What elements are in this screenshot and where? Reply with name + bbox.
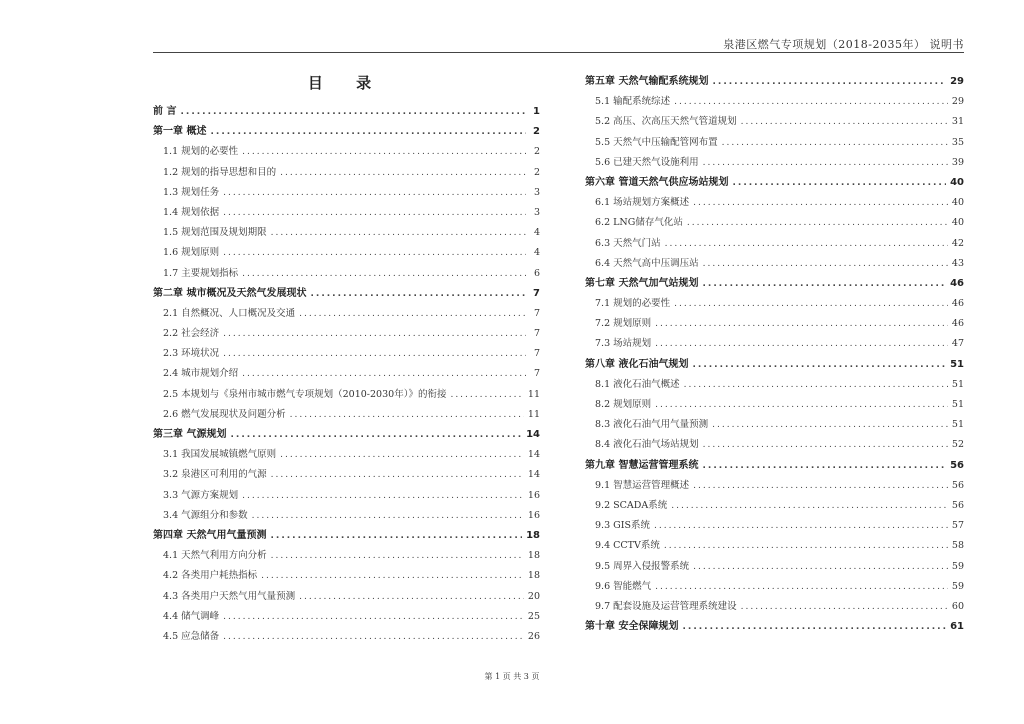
toc-entry-section[interactable]	[585, 597, 964, 617]
toc-entry-title: 1.4 规划依据	[163, 206, 220, 218]
toc-entry-title: 5.1 输配系统综述	[595, 96, 671, 108]
toc-entry-section[interactable]	[153, 566, 540, 586]
toc-dot-leader	[674, 294, 948, 314]
toc-entry-title: 3.1 我国发展城镇燃气原则	[163, 449, 277, 461]
toc-dot-leader	[271, 223, 526, 243]
toc-dot-leader	[223, 607, 524, 627]
toc-entry-page: 51	[951, 378, 964, 390]
toc-entry-title: 9.3 GIS系统	[595, 520, 650, 532]
toc-entry-page: 1	[533, 106, 540, 117]
toc-dot-leader	[655, 577, 948, 597]
toc-dot-leader	[310, 284, 526, 304]
toc-entry-title: 4.2 各类用户耗热指标	[163, 570, 258, 582]
toc-dot-leader	[242, 264, 526, 284]
toc-entry-page: 46	[951, 298, 964, 310]
toc-dot-leader	[732, 173, 946, 193]
toc-dot-leader	[703, 153, 948, 173]
toc-dot-leader	[682, 617, 946, 637]
toc-dot-leader	[684, 375, 948, 395]
toc-entry-section[interactable]	[585, 92, 964, 112]
toc-entry-page: 46	[950, 277, 964, 289]
toc-entry-page: 18	[527, 570, 540, 582]
toc-dot-leader	[654, 516, 948, 536]
toc-entry-title: 第七章 天然气加气站规划	[585, 277, 699, 289]
toc-entry-chapter[interactable]	[585, 72, 964, 92]
header-divider	[153, 52, 964, 53]
toc-dot-leader	[242, 142, 526, 162]
toc-entry-section[interactable]	[585, 213, 964, 233]
toc-entry-page: 4	[533, 247, 540, 259]
toc-entry-page: 16	[527, 509, 540, 521]
toc-entry-page: 2	[533, 166, 540, 178]
page-footer: 第 1 页 共 3 页	[484, 672, 540, 681]
toc-entry-title: 1.5 规划范围及规划期限	[163, 227, 267, 239]
toc-dot-leader	[703, 435, 948, 455]
toc-entry-title: 第五章 天然气输配系统规划	[585, 76, 709, 87]
toc-dot-leader	[702, 274, 946, 294]
toc-entry-title: 8.2 规划原则	[595, 399, 652, 410]
toc-dot-leader	[223, 243, 526, 263]
toc-entry-page: 51	[951, 399, 964, 410]
toc-entry-section[interactable]	[585, 496, 964, 516]
toc-entry-page: 58	[951, 540, 964, 552]
toc-entry-page: 31	[951, 116, 964, 128]
toc-entry-page: 61	[950, 621, 964, 633]
toc-entry-section[interactable]	[585, 193, 964, 213]
toc-entry-title: 第四章 天然气用气量预测	[153, 529, 267, 541]
toc-dot-leader	[299, 304, 526, 324]
toc-entry-title: 前 言	[153, 106, 177, 117]
toc-entry-title: 2.2 社会经济	[163, 328, 220, 340]
toc-entry-section[interactable]	[585, 314, 964, 334]
toc-entry-chapter[interactable]	[585, 456, 964, 476]
toc-entry-page: 7	[533, 287, 540, 299]
toc-entry-section[interactable]	[153, 364, 540, 384]
toc-dot-leader	[280, 445, 524, 465]
toc-entry-page: 51	[950, 358, 964, 370]
toc-dot-leader	[693, 476, 948, 496]
toc-dot-leader	[242, 364, 526, 384]
toc-entry-title: 2.3 环境状况	[163, 348, 220, 360]
toc-entry-page: 11	[527, 388, 540, 400]
toc-dot-leader	[693, 557, 948, 577]
toc-entry-page: 29	[950, 76, 964, 87]
toc-entry-section[interactable]	[153, 587, 540, 607]
toc-entry-title: 4.4 储气调峰	[163, 610, 220, 622]
toc-entry-section[interactable]	[153, 546, 540, 566]
toc-entry-page: 14	[527, 449, 540, 461]
toc-entry-page: 56	[951, 499, 964, 511]
toc-entry-chapter[interactable]	[153, 284, 540, 304]
toc-entry-page: 7	[533, 307, 540, 319]
toc-entry-section[interactable]	[153, 607, 540, 627]
toc-entry-section[interactable]	[585, 334, 964, 354]
toc-entry-section[interactable]	[153, 486, 540, 506]
toc-right-list	[585, 72, 964, 637]
toc-entry-section[interactable]	[585, 395, 964, 415]
toc-entry-chapter[interactable]	[585, 274, 964, 294]
toc-dot-leader	[655, 334, 948, 354]
toc-entry-page: 57	[951, 520, 964, 532]
toc-entry-title: 3.2 泉港区可利用的气源	[163, 469, 267, 481]
toc-entry-title: 4.3 各类用户天然气用气量预测	[163, 590, 296, 602]
toc-right-column	[585, 72, 964, 637]
toc-entry-section[interactable]	[153, 163, 540, 183]
toc-entry-title: 9.2 SCADA系统	[595, 499, 668, 511]
toc-entry-title: 9.7 配套设施及运营管理系统建设	[595, 600, 737, 612]
toc-dot-leader	[280, 163, 526, 183]
toc-entry-title: 4.5 应急储备	[163, 630, 220, 642]
toc-entry-title: 第十章 安全保障规划	[585, 621, 679, 633]
toc-entry-title: 7.1 规划的必要性	[595, 298, 671, 310]
toc-entry-page: 39	[951, 156, 964, 168]
toc-entry-title: 3.3 气源方案规划	[163, 489, 239, 501]
toc-entry-chapter[interactable]	[153, 526, 540, 546]
toc-entry-section[interactable]	[585, 294, 964, 314]
toc-entry-title: 5.6 已建天然气设施利用	[595, 156, 699, 168]
toc-entry-chapter[interactable]	[585, 617, 964, 637]
toc-entry-section[interactable]	[153, 627, 540, 647]
toc-entry-title: 第二章 城市概况及天然气发展现状	[153, 287, 307, 299]
toc-entry-page: 6	[533, 267, 540, 279]
toc-entry-page: 18	[526, 529, 540, 541]
toc-dot-leader	[223, 324, 526, 344]
toc-entry-title: 6.3 天然气门站	[595, 237, 661, 249]
toc-entry-section[interactable]	[153, 203, 540, 223]
toc-entry-page: 51	[951, 419, 964, 431]
toc-dot-leader	[712, 72, 946, 92]
toc-dot-leader	[702, 456, 946, 476]
toc-entry-title: 4.1 天然气利用方向分析	[163, 550, 267, 562]
toc-entry-page: 59	[951, 560, 964, 572]
toc-entry-section[interactable]	[585, 254, 964, 274]
toc-dot-leader	[180, 102, 526, 122]
toc-entry-title: 1.3 规划任务	[163, 186, 220, 198]
toc-dot-leader	[271, 465, 524, 485]
toc-dot-leader	[223, 627, 524, 647]
toc-dot-leader	[252, 506, 524, 526]
toc-entry-title: 2.1 自然概况、人口概况及交通	[163, 307, 296, 319]
toc-entry-title: 2.5 本规划与《泉州市城市燃气专项规划（2010-2030年）》的衔接	[163, 388, 447, 400]
toc-entry-chapter[interactable]	[585, 355, 964, 375]
toc-entry-section[interactable]	[153, 324, 540, 344]
toc-entry-page: 3	[533, 206, 540, 218]
toc-dot-leader	[692, 355, 946, 375]
toc-entry-title: 1.2 规划的指导思想和目的	[163, 166, 277, 178]
toc-entry-page: 7	[533, 348, 540, 360]
toc-entry-section[interactable]	[153, 344, 540, 364]
toc-entry-chapter[interactable]	[153, 425, 540, 445]
toc-entry-title: 6.2 LNG储存气化站	[595, 217, 683, 229]
toc-entry-page: 25	[527, 610, 540, 622]
page-header: 泉港区燃气专项规划（2018-2035年） 说明书	[723, 38, 964, 51]
toc-entry-section[interactable]	[585, 435, 964, 455]
toc-entry-section[interactable]	[585, 112, 964, 132]
toc-entry-page: 26	[527, 630, 540, 642]
toc-entry-page: 16	[527, 489, 540, 501]
toc-entry-title: 5.5 天然气中压输配管网布置	[595, 136, 718, 148]
toc-dot-leader	[261, 566, 524, 586]
toc-dot-leader	[741, 597, 948, 617]
toc-entry-section[interactable]	[585, 234, 964, 254]
toc-entry-title: 2.6 燃气发展现状及问题分析	[163, 408, 286, 420]
toc-entry-chapter[interactable]	[585, 173, 964, 193]
toc-dot-leader	[270, 526, 522, 546]
toc-dot-leader	[230, 425, 522, 445]
toc-dot-leader	[271, 546, 524, 566]
toc-entry-section[interactable]	[153, 183, 540, 203]
toc-entry-section[interactable]	[585, 375, 964, 395]
toc-entry-section[interactable]	[153, 385, 540, 405]
toc-entry-title: 9.4 CCTV系统	[595, 540, 660, 552]
toc-entry-section[interactable]	[153, 465, 540, 485]
toc-entry-page: 56	[950, 459, 964, 471]
toc-dot-leader	[210, 122, 526, 142]
toc-dot-leader	[712, 415, 948, 435]
toc-entry-section[interactable]	[153, 506, 540, 526]
toc-entry-title: 9.1 智慧运营管理概述	[595, 479, 690, 491]
toc-entry-section[interactable]	[585, 133, 964, 153]
toc-dot-leader	[665, 234, 948, 254]
toc-entry-page: 7	[533, 368, 540, 380]
toc-dot-leader	[687, 213, 948, 233]
toc-entry-page: 3	[533, 186, 540, 198]
toc-dot-leader	[290, 405, 524, 425]
toc-entry-title: 5.2 高压、次高压天然气管道规划	[595, 116, 737, 128]
toc-entry-page: 40	[950, 176, 964, 188]
toc-entry-title: 1.7 主要规划指标	[163, 267, 239, 279]
toc-entry-title: 7.3 场站规划	[595, 338, 652, 350]
toc-entry-page: 35	[951, 136, 964, 148]
toc-dot-leader	[741, 112, 948, 132]
toc-entry-title: 第八章 液化石油气规划	[585, 358, 689, 370]
toc-dot-leader	[671, 496, 948, 516]
toc-entry-title: 1.6 规划原则	[163, 247, 220, 259]
toc-entry-title: 8.1 液化石油气概述	[595, 378, 680, 390]
toc-entry-title: 3.4 气源组分和参数	[163, 509, 248, 521]
toc-dot-leader	[450, 385, 523, 405]
toc-dot-leader	[223, 203, 526, 223]
toc-entry-page: 59	[951, 580, 964, 592]
toc-entry-chapter[interactable]	[153, 102, 540, 122]
toc-entry-page: 40	[951, 197, 964, 209]
toc-entry-page: 56	[951, 479, 964, 491]
toc-entry-page: 29	[951, 96, 964, 108]
toc-dot-leader	[655, 395, 948, 415]
toc-entry-page: 11	[527, 408, 540, 420]
toc-entry-title: 6.1 场站规划方案概述	[595, 197, 690, 209]
toc-entry-section[interactable]	[585, 516, 964, 536]
toc-dot-leader	[664, 536, 948, 556]
toc-entry-title: 第六章 管道天然气供应场站规划	[585, 176, 729, 188]
toc-left-list	[153, 102, 540, 647]
toc-entry-page: 46	[951, 318, 964, 330]
toc-entry-section[interactable]	[585, 557, 964, 577]
toc-title: 目 录	[307, 74, 386, 92]
toc-entry-section[interactable]	[585, 415, 964, 435]
toc-entry-section[interactable]	[585, 536, 964, 556]
toc-entry-page: 2	[533, 126, 540, 138]
toc-entry-title: 8.4 液化石油气场站规划	[595, 439, 699, 451]
toc-entry-title: 6.4 天然气高中压调压站	[595, 257, 699, 269]
toc-entry-section[interactable]	[153, 243, 540, 263]
toc-entry-section[interactable]	[585, 577, 964, 597]
toc-entry-page: 40	[951, 217, 964, 229]
toc-entry-page: 18	[527, 550, 540, 562]
toc-entry-page: 60	[951, 600, 964, 612]
toc-dot-leader	[722, 133, 948, 153]
toc-entry-title: 9.6 智能燃气	[595, 580, 652, 592]
toc-entry-section[interactable]	[153, 264, 540, 284]
toc-entry-page: 52	[951, 439, 964, 451]
toc-dot-leader	[703, 254, 948, 274]
toc-entry-title: 7.2 规划原则	[595, 318, 652, 330]
toc-entry-section[interactable]	[153, 445, 540, 465]
toc-entry-page: 43	[951, 257, 964, 269]
toc-entry-section[interactable]	[585, 153, 964, 173]
toc-dot-leader	[223, 183, 526, 203]
toc-entry-title: 8.3 液化石油气用气量预测	[595, 419, 709, 431]
toc-entry-page: 14	[526, 429, 540, 440]
toc-entry-title: 9.5 周界入侵报警系统	[595, 560, 690, 572]
toc-entry-section[interactable]	[153, 223, 540, 243]
toc-entry-page: 14	[527, 469, 540, 481]
toc-entry-title: 2.4 城市规划介绍	[163, 368, 239, 380]
toc-entry-page: 20	[527, 590, 540, 602]
toc-entry-page: 4	[533, 227, 540, 239]
toc-entry-chapter[interactable]	[153, 122, 540, 142]
toc-left-column	[153, 72, 540, 647]
toc-entry-page: 47	[951, 338, 964, 350]
toc-entry-page: 7	[533, 328, 540, 340]
toc-dot-leader	[299, 587, 524, 607]
toc-entry-title: 第一章 概述	[153, 126, 207, 138]
toc-entry-section[interactable]	[153, 142, 540, 162]
toc-entry-title: 1.1 规划的必要性	[163, 146, 239, 158]
toc-entry-title: 第三章 气源规划	[153, 429, 227, 440]
toc-entry-section[interactable]	[585, 476, 964, 496]
toc-dot-leader	[242, 486, 524, 506]
toc-entry-title: 第九章 智慧运营管理系统	[585, 459, 699, 471]
toc-dot-leader	[223, 344, 526, 364]
toc-entry-section[interactable]	[153, 405, 540, 425]
toc-entry-section[interactable]	[153, 304, 540, 324]
toc-dot-leader	[655, 314, 948, 334]
toc-entry-page: 42	[951, 237, 964, 249]
toc-dot-leader	[693, 193, 948, 213]
toc-entry-page: 2	[533, 146, 540, 158]
toc-dot-leader	[674, 92, 948, 112]
